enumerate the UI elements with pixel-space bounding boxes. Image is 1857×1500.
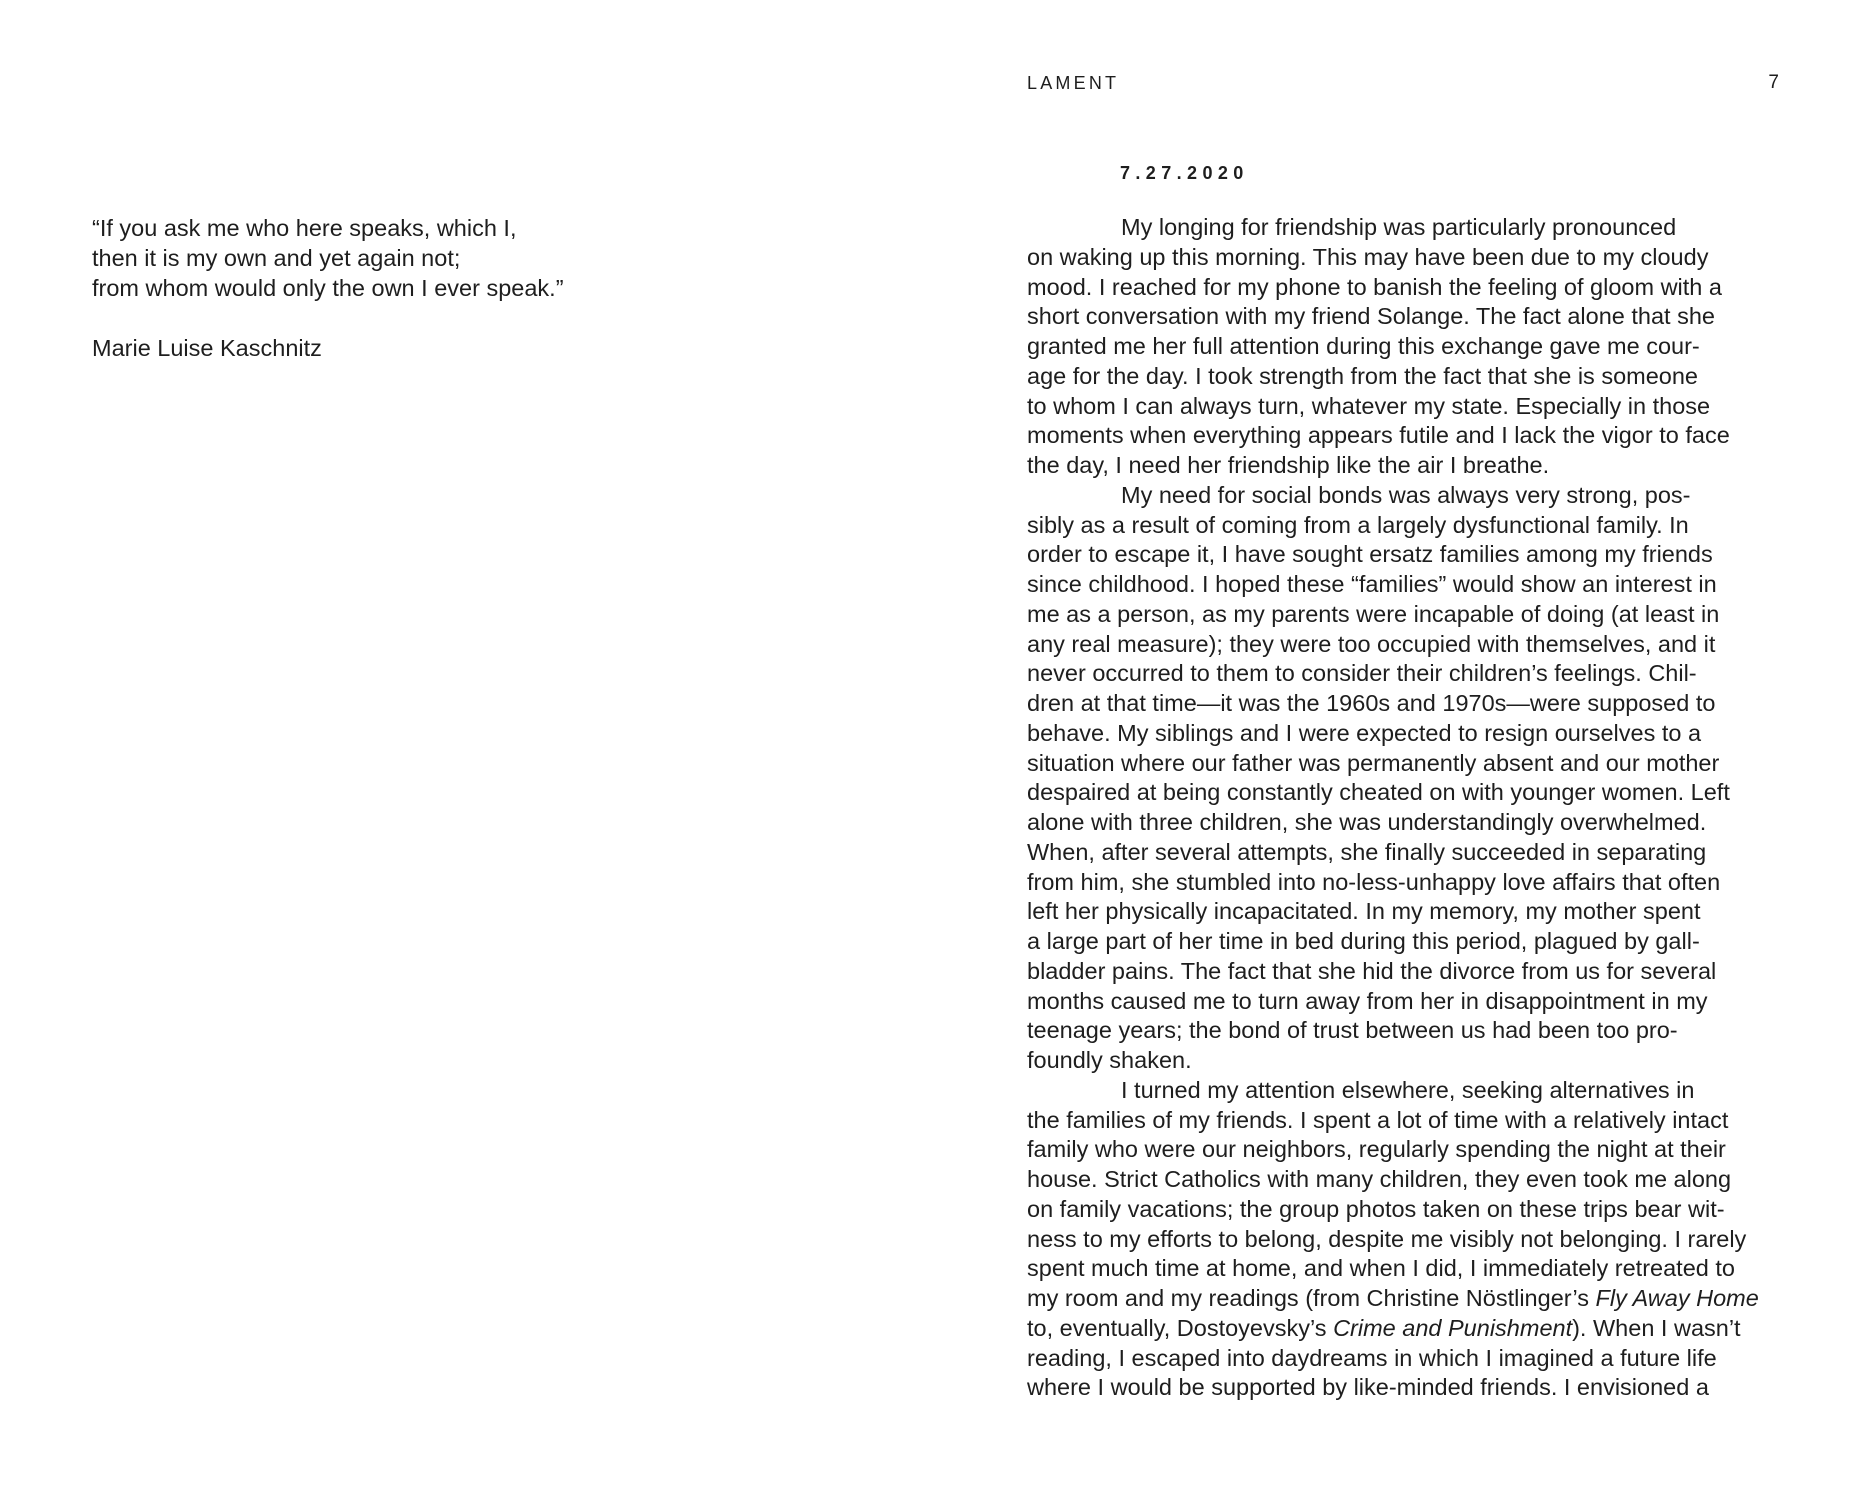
text-line: order to escape it, I have sought ersatz families among my friends	[1027, 541, 1713, 568]
text-line	[1027, 1284, 1787, 1314]
text-line: situation where our father was permanently absent and our mother	[1027, 749, 1720, 776]
book-title: Crime and Punishment	[1333, 1314, 1573, 1341]
text-run: to, eventually, Dostoyevsky’s	[1027, 1314, 1334, 1341]
text-line: behave. My siblings and I were expected to resign ourselves to a	[1027, 719, 1702, 746]
text-line: the families of my friends. I spent a lot of time with a relatively intact	[1027, 1106, 1729, 1133]
body-text	[1027, 213, 1787, 1403]
text-line: from him, she stumbled into no-less-unhappy love affairs that often	[1027, 868, 1721, 895]
epigraph-author: Marie Luise Kaschnitz	[92, 335, 322, 361]
text-line: moments when everything appears futile and I lack the vigor to face	[1027, 422, 1730, 449]
text-run: ). When I wasn’t	[1572, 1314, 1741, 1341]
text-line: months caused me to turn away from her in disappointment in my	[1027, 987, 1708, 1014]
text-line: spent much time at home, and when I did, I immediately retreated to	[1027, 1255, 1735, 1282]
text-line: left her physically incapacitated. In my memory, my mother spent	[1027, 898, 1701, 925]
text-line: on waking up this morning. This may have been due to my cloudy	[1027, 243, 1709, 270]
text-line: where I would be supported by like-minded friends. I envisioned a	[1027, 1374, 1709, 1401]
text-line: sibly as a result of coming from a largely dysfunctional family. In	[1027, 511, 1689, 538]
epigraph-line: then it is my own and yet again not;	[92, 245, 461, 271]
entry-date: 7.27.2020	[1120, 163, 1249, 183]
text-line: mood. I reached for my phone to banish the feeling of gloom with a	[1027, 273, 1722, 300]
book-title: Fly Away Home	[1595, 1285, 1759, 1311]
text-line	[1027, 1314, 1787, 1344]
left-page	[0, 0, 928, 1500]
text-line: to whom I can always turn, whatever my state. Especially in those	[1027, 392, 1711, 419]
text-run: my room and my readings (from Christine Nöstlinger’s	[1027, 1285, 1596, 1311]
text-line: reading, I escaped into daydreams in which I imagined a future life	[1027, 1344, 1717, 1371]
page-number: 7	[1768, 72, 1779, 93]
text-line: family who were our neighbors, regularly spending the night at their	[1027, 1136, 1726, 1163]
text-line: despaired at being constantly cheated on with younger women. Left	[1027, 779, 1730, 806]
text-line: any real measure); they were too occupied with themselves, and it	[1027, 630, 1716, 657]
text-line: the day, I need her friendship like the air I breathe.	[1027, 452, 1550, 478]
epigraph-line: from whom would only the own I ever speak.”	[92, 275, 564, 301]
epigraph-line: “If you ask me who here speaks, which I,	[92, 215, 517, 241]
text-line: bladder pains. The fact that she hid the divorce from us for several	[1027, 957, 1717, 984]
text-line: My need for social bonds was always very strong, pos-	[1121, 481, 1691, 508]
text-line: When, after several attempts, she finally succeeded in separating	[1027, 838, 1707, 865]
text-line: house. Strict Catholics with many children, they even took me along	[1027, 1166, 1732, 1192]
text-line: alone with three children, she was understandingly overwhelmed.	[1027, 809, 1707, 835]
running-head: LAMENT	[1027, 73, 1120, 93]
text-line: on family vacations; the group photos taken on these trips bear wit-	[1027, 1195, 1725, 1222]
text-line: ness to my efforts to belong, despite me visibly not belonging. I rarely	[1027, 1225, 1747, 1252]
text-line: My longing for friendship was particularly pronounced	[1121, 214, 1677, 240]
text-line: me as a person, as my parents were incapable of doing (at least in	[1027, 600, 1720, 627]
text-line: age for the day. I took strength from the fact that she is someone	[1027, 362, 1698, 389]
text-line: since childhood. I hoped these “families” would show an interest in	[1027, 571, 1717, 597]
text-line: foundly shaken.	[1027, 1047, 1192, 1073]
text-line: teenage years; the bond of trust between us had been too pro-	[1027, 1017, 1678, 1044]
text-line: a large part of her time in bed during this period, plagued by gall-	[1027, 928, 1700, 954]
text-line: granted me her full attention during this exchange gave me cour-	[1027, 333, 1700, 359]
text-line: dren at that time—it was the 1960s and 1970s—were supposed to	[1027, 690, 1716, 716]
text-line: never occurred to them to consider their children’s feelings. Chil-	[1027, 660, 1697, 687]
epigraph	[92, 213, 872, 363]
text-line: I turned my attention elsewhere, seeking alternatives in	[1121, 1076, 1695, 1103]
text-line: short conversation with my friend Solange. The fact alone that she	[1027, 303, 1715, 330]
